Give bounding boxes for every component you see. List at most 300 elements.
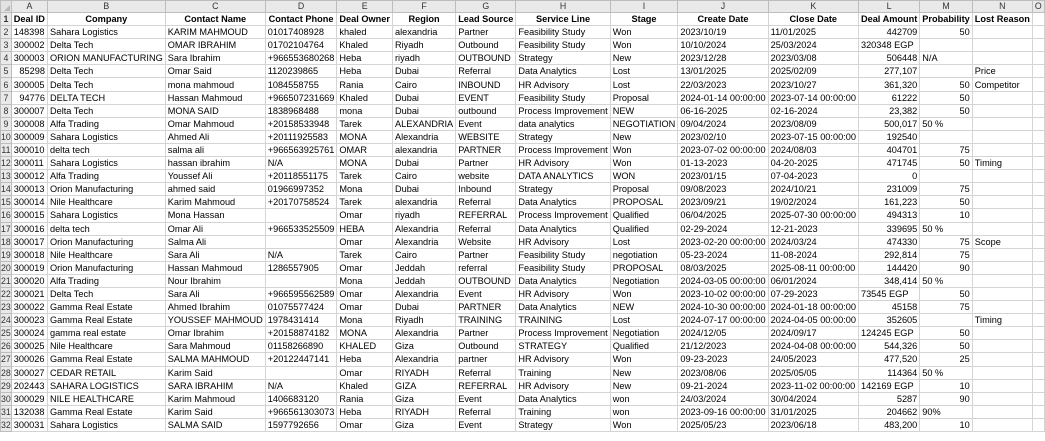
cell[interactable]: riyadh (392, 52, 455, 65)
cell[interactable]: 1978431414 (265, 314, 337, 327)
cell[interactable]: Feasibility Study (516, 26, 610, 39)
cell[interactable]: 500,017 (858, 117, 919, 130)
cell[interactable]: +20122447141 (265, 353, 337, 366)
cell[interactable]: Tarek (337, 117, 393, 130)
cell[interactable]: Lost (610, 314, 678, 327)
cell[interactable]: Omar Mahmoud (165, 117, 265, 130)
cell[interactable]: 50 (920, 287, 972, 300)
cell[interactable]: DATA ANALYTICS (516, 170, 610, 183)
cell[interactable]: 2025/05/23 (678, 418, 768, 431)
cell[interactable]: Nile Healthcare (47, 248, 165, 261)
cell[interactable]: OMAR IBRAHIM (165, 39, 265, 52)
cell[interactable]: 90 (920, 392, 972, 405)
cell[interactable]: TRAINING (516, 314, 610, 327)
cell[interactable]: 300002 (11, 39, 47, 52)
cell[interactable]: 50 (920, 78, 972, 91)
cell[interactable]: 300005 (11, 78, 47, 91)
cell[interactable]: 2023/09/21 (678, 196, 768, 209)
column-title-cell[interactable]: Company (47, 13, 165, 26)
cell[interactable]: Omar (337, 287, 393, 300)
column-header-l[interactable]: L (858, 1, 919, 13)
cell[interactable]: MONA (337, 157, 393, 170)
cell[interactable]: 352605 (858, 314, 919, 327)
cell[interactable]: Lost (610, 65, 678, 78)
cell[interactable]: 300022 (11, 301, 47, 314)
cell[interactable] (1032, 78, 1044, 91)
cell[interactable]: 2023-09-16 00:00:00 (678, 405, 768, 418)
cell[interactable]: RIYADH (392, 366, 455, 379)
cell[interactable]: ahmed said (165, 183, 265, 196)
cell[interactable]: 404701 (858, 143, 919, 156)
cell[interactable]: Karim Mahmoud (165, 196, 265, 209)
cell[interactable] (1032, 418, 1044, 431)
cell[interactable]: 2024-03-05 00:00:00 (678, 274, 768, 287)
cell[interactable] (265, 366, 337, 379)
cell[interactable]: 21/12/2023 (678, 340, 768, 353)
cell[interactable]: referral (456, 261, 516, 274)
cell[interactable]: 07-29-2023 (768, 287, 858, 300)
cell[interactable]: 02-16-2024 (768, 104, 858, 117)
cell[interactable]: 04-20-2025 (768, 157, 858, 170)
cell[interactable] (972, 379, 1032, 392)
column-title-cell[interactable]: Deal Amount (858, 13, 919, 26)
cell[interactable]: Price (972, 65, 1032, 78)
cell[interactable]: Strategy (516, 52, 610, 65)
column-header-c[interactable]: C (165, 1, 265, 13)
cell[interactable] (1032, 196, 1044, 209)
cell[interactable]: Won (610, 143, 678, 156)
cell[interactable]: Website (456, 235, 516, 248)
cell[interactable]: 90 (920, 261, 972, 274)
cell[interactable]: N/A (265, 157, 337, 170)
cell[interactable]: Orion Manufacturing (47, 261, 165, 274)
cell[interactable]: Delta Tech (47, 287, 165, 300)
cell[interactable]: 2023/10/19 (678, 26, 768, 39)
cell[interactable]: Giza (392, 340, 455, 353)
cell[interactable] (920, 39, 972, 52)
cell[interactable]: Strategy (516, 183, 610, 196)
row-number[interactable]: 19 (1, 249, 11, 260)
cell[interactable]: salma ali (165, 143, 265, 156)
row-number[interactable]: 12 (1, 158, 11, 169)
cell[interactable]: N/A (920, 52, 972, 65)
row-number[interactable]: 31 (1, 406, 11, 417)
cell[interactable] (1032, 353, 1044, 366)
row-number[interactable]: 6 (1, 78, 12, 91)
cell[interactable]: Training (516, 405, 610, 418)
column-title-cell[interactable]: Create Date (678, 13, 768, 26)
cell[interactable]: HR Advisory (516, 235, 610, 248)
cell[interactable]: Dubai (392, 65, 455, 78)
cell[interactable]: 300010 (11, 143, 47, 156)
cell[interactable] (972, 26, 1032, 39)
row-number[interactable]: 25 (1, 328, 11, 339)
cell[interactable]: Inbound (456, 183, 516, 196)
cell[interactable]: +20158874182 (265, 327, 337, 340)
cell[interactable] (1032, 379, 1044, 392)
cell[interactable]: 19/02/2024 (768, 196, 858, 209)
row-number[interactable]: 27 (1, 354, 11, 365)
cell[interactable]: 1838968488 (265, 104, 337, 117)
column-title-cell[interactable] (1032, 13, 1044, 26)
cell[interactable] (1032, 222, 1044, 235)
cell[interactable]: PROPOSAL (610, 196, 678, 209)
cell[interactable]: 50 % (920, 222, 972, 235)
cell[interactable]: Partner (456, 327, 516, 340)
cell[interactable]: Nour Ibrahim (165, 274, 265, 287)
cell[interactable]: 300027 (11, 366, 47, 379)
cell[interactable]: 348,414 (858, 274, 919, 287)
row-number[interactable]: 1 (1, 13, 12, 26)
cell[interactable]: GIZA (392, 379, 455, 392)
cell[interactable]: 474330 (858, 235, 919, 248)
cell[interactable]: 24/03/2024 (678, 392, 768, 405)
cell[interactable]: Omar (337, 301, 393, 314)
cell[interactable] (972, 222, 1032, 235)
cell[interactable]: SARA IBRAHIM (165, 379, 265, 392)
cell[interactable]: OMAR (337, 143, 393, 156)
cell[interactable]: 50 (920, 327, 972, 340)
cell[interactable] (1032, 392, 1044, 405)
cell[interactable]: PARTNER (456, 143, 516, 156)
cell[interactable]: 31/01/2025 (768, 405, 858, 418)
cell[interactable]: MONA (337, 327, 393, 340)
cell[interactable]: HR Advisory (516, 353, 610, 366)
column-title-cell[interactable]: Lost Reason (972, 13, 1032, 26)
cell[interactable]: Alexandria (392, 130, 455, 143)
cell[interactable] (1032, 248, 1044, 261)
cell[interactable]: 204662 (858, 405, 919, 418)
row-number[interactable]: 28 (1, 367, 11, 378)
cell[interactable]: Delta Tech (47, 39, 165, 52)
cell[interactable]: 24/05/2023 (768, 353, 858, 366)
cell[interactable]: MONA SAID (165, 104, 265, 117)
cell[interactable]: Nile Healthcare (47, 196, 165, 209)
cell[interactable]: Giza (392, 418, 455, 431)
cell[interactable]: Karim Said (165, 366, 265, 379)
row-number[interactable]: 18 (1, 236, 11, 247)
cell[interactable]: 75 (920, 301, 972, 314)
cell[interactable]: 12-21-2023 (768, 222, 858, 235)
cell[interactable]: 300018 (11, 248, 47, 261)
cell[interactable]: 94776 (11, 91, 47, 104)
cell[interactable]: Timing (972, 314, 1032, 327)
cell[interactable]: 02-29-2024 (678, 222, 768, 235)
column-header-g[interactable]: G (456, 1, 516, 13)
cell[interactable]: 300021 (11, 287, 47, 300)
cell[interactable]: 361,320 (858, 78, 919, 91)
cell[interactable]: Orion Manufacturing (47, 235, 165, 248)
cell[interactable]: mona mahmoud (165, 78, 265, 91)
cell[interactable]: 231009 (858, 183, 919, 196)
cell[interactable]: HR Advisory (516, 157, 610, 170)
cell[interactable]: 2024/03/24 (768, 235, 858, 248)
cell[interactable]: Referral (456, 222, 516, 235)
cell[interactable]: khaled (337, 26, 393, 39)
row-number[interactable]: 3 (1, 39, 12, 52)
row-number[interactable]: 14 (1, 184, 11, 195)
cell[interactable]: 01017408928 (265, 26, 337, 39)
cell[interactable]: Cairo (392, 170, 455, 183)
cell[interactable]: 25 (920, 353, 972, 366)
cell[interactable] (1032, 235, 1044, 248)
cell[interactable]: Data Analytics (516, 222, 610, 235)
cell[interactable]: Sara Ali (165, 248, 265, 261)
cell[interactable]: Hassan Mahmoud (165, 261, 265, 274)
cell[interactable]: Omar (337, 261, 393, 274)
column-header-m[interactable]: M (920, 1, 972, 13)
cell[interactable]: Negotiation (610, 274, 678, 287)
cell[interactable]: 01158266890 (265, 340, 337, 353)
cell[interactable]: 25/03/2024 (768, 39, 858, 52)
cell[interactable]: Won (610, 39, 678, 52)
cell[interactable]: Process Improvement (516, 327, 610, 340)
cell[interactable]: +966507231669 (265, 91, 337, 104)
cell[interactable]: 2025/02/09 (768, 65, 858, 78)
cell[interactable] (972, 143, 1032, 156)
cell[interactable]: Qualified (610, 209, 678, 222)
row-number[interactable]: 21 (1, 275, 11, 286)
cell[interactable]: Outbound (456, 340, 516, 353)
cell[interactable]: Referral (456, 405, 516, 418)
cell[interactable]: 09-23-2023 (678, 353, 768, 366)
column-header-f[interactable]: F (392, 1, 455, 13)
cell[interactable]: Won (610, 418, 678, 431)
cell[interactable]: 2023/01/15 (678, 170, 768, 183)
cell[interactable]: 2025-07-30 00:00:00 (768, 209, 858, 222)
cell[interactable] (972, 274, 1032, 287)
cell[interactable]: Timing (972, 157, 1032, 170)
cell[interactable]: Process Improvement (516, 209, 610, 222)
cell[interactable]: +966595562589 (265, 287, 337, 300)
cell[interactable]: Referral (456, 196, 516, 209)
cell[interactable]: Gamma Real Estate (47, 353, 165, 366)
cell[interactable]: 2023/12/28 (678, 52, 768, 65)
cell[interactable]: 90% (920, 405, 972, 418)
cell[interactable]: 148398 (11, 26, 47, 39)
cell[interactable]: 2023/06/18 (768, 418, 858, 431)
row-number[interactable]: 11 (1, 144, 11, 155)
cell[interactable]: 2023-07-14 00:00:00 (768, 91, 858, 104)
cell[interactable] (972, 248, 1032, 261)
cell[interactable]: 2024/09/17 (768, 327, 858, 340)
cell[interactable]: Competitor (972, 78, 1032, 91)
cell[interactable]: 06/04/2025 (678, 209, 768, 222)
column-header-k[interactable]: K (768, 1, 858, 13)
cell[interactable] (972, 183, 1032, 196)
cell[interactable]: 506448 (858, 52, 919, 65)
row-number[interactable]: 4 (1, 52, 12, 65)
cell[interactable]: alexandria (392, 196, 455, 209)
row-number[interactable]: 8 (1, 104, 12, 117)
cell[interactable] (1032, 52, 1044, 65)
cell[interactable]: delta tech (47, 143, 165, 156)
cell[interactable]: New (610, 52, 678, 65)
cell[interactable] (1032, 366, 1044, 379)
cell[interactable]: 300007 (11, 104, 47, 117)
column-header-b[interactable]: B (47, 1, 165, 13)
column-header-a[interactable]: A (11, 1, 47, 13)
cell[interactable]: 1286557905 (265, 261, 337, 274)
cell[interactable]: Data Analytics (516, 274, 610, 287)
cell[interactable] (1032, 405, 1044, 418)
cell[interactable]: Sahara Logistics (47, 157, 165, 170)
cell[interactable] (1032, 340, 1044, 353)
cell[interactable]: Process Improvement (516, 143, 610, 156)
cell[interactable]: 61222 (858, 91, 919, 104)
cell[interactable]: 2024-07-17 00:00:00 (678, 314, 768, 327)
cell[interactable]: 2024/08/03 (768, 143, 858, 156)
cell[interactable]: +966563925761 (265, 143, 337, 156)
cell[interactable]: 202443 (11, 379, 47, 392)
cell[interactable]: 30/04/2024 (768, 392, 858, 405)
cell[interactable] (265, 274, 337, 287)
cell[interactable]: Referral (456, 65, 516, 78)
cell[interactable]: REFERRAL (456, 209, 516, 222)
cell[interactable] (972, 261, 1032, 274)
cell[interactable]: 45158 (858, 301, 919, 314)
cell[interactable]: 10 (920, 418, 972, 431)
cell[interactable]: Won (610, 353, 678, 366)
cell[interactable]: 544,326 (858, 340, 919, 353)
cell[interactable]: Alfa Trading (47, 170, 165, 183)
cell[interactable]: Sahara Logistics (47, 130, 165, 143)
cell[interactable]: 0 (858, 170, 919, 183)
cell[interactable]: Mona (337, 274, 393, 287)
cell[interactable]: Sahara Logistics (47, 418, 165, 431)
cell[interactable]: Karim Said (165, 405, 265, 418)
cell[interactable]: Khaled (337, 379, 393, 392)
cell[interactable]: 300017 (11, 235, 47, 248)
cell[interactable]: RIYADH (392, 405, 455, 418)
cell[interactable]: 5287 (858, 392, 919, 405)
cell[interactable] (1032, 301, 1044, 314)
cell[interactable]: Orion Manufacturing (47, 183, 165, 196)
row-number[interactable]: 17 (1, 223, 11, 234)
cell[interactable]: 2023/10/27 (768, 78, 858, 91)
cell[interactable]: negotiation (610, 248, 678, 261)
cell[interactable]: 75 (920, 235, 972, 248)
column-title-cell[interactable]: Contact Name (165, 13, 265, 26)
cell[interactable]: 132038 (11, 405, 47, 418)
cell[interactable]: 483,200 (858, 418, 919, 431)
cell[interactable]: Feasibility Study (516, 248, 610, 261)
cell[interactable]: hassan ibrahim (165, 157, 265, 170)
cell[interactable]: 2024-10-30 00:00:00 (678, 301, 768, 314)
cell[interactable]: NEGOTIATION (610, 117, 678, 130)
cell[interactable]: 2023-11-02 00:00:00 (768, 379, 858, 392)
column-header-o[interactable]: O (1032, 1, 1044, 13)
column-header-j[interactable]: J (678, 1, 768, 13)
cell[interactable]: outbound (456, 104, 516, 117)
cell[interactable]: 300016 (11, 222, 47, 235)
cell[interactable]: Alexandria (392, 235, 455, 248)
cell[interactable]: Tarek (337, 248, 393, 261)
cell[interactable]: 10/10/2024 (678, 39, 768, 52)
column-header-h[interactable]: H (516, 1, 610, 13)
cell[interactable]: ALEXANDRIA (392, 117, 455, 130)
cell[interactable]: 01702104764 (265, 39, 337, 52)
cell[interactable] (972, 52, 1032, 65)
row-number[interactable]: 15 (1, 197, 11, 208)
cell[interactable]: SAHARA LOGISTICS (47, 379, 165, 392)
row-number[interactable]: 2 (1, 26, 12, 39)
cell[interactable]: 161,223 (858, 196, 919, 209)
cell[interactable]: Sahara Logistics (47, 26, 165, 39)
cell[interactable]: partner (456, 353, 516, 366)
cell[interactable]: Won (610, 157, 678, 170)
cell[interactable]: Cairo (392, 248, 455, 261)
cell[interactable]: Sara Ali (165, 287, 265, 300)
cell[interactable]: Sahara Logistics (47, 209, 165, 222)
column-title-cell[interactable]: Close Date (768, 13, 858, 26)
cell[interactable]: 01-13-2023 (678, 157, 768, 170)
cell[interactable]: NILE HEALTHCARE (47, 392, 165, 405)
cell[interactable]: Referral (456, 366, 516, 379)
cell[interactable]: 2024-01-14 00:00:00 (678, 91, 768, 104)
cell[interactable] (972, 91, 1032, 104)
cell[interactable] (972, 104, 1032, 117)
cell[interactable] (265, 235, 337, 248)
cell[interactable]: N/A (265, 379, 337, 392)
cell[interactable]: Event (456, 392, 516, 405)
cell[interactable] (1032, 104, 1044, 117)
cell[interactable] (972, 392, 1032, 405)
cell[interactable]: 50 % (920, 117, 972, 130)
cell[interactable] (1032, 209, 1044, 222)
cell[interactable]: Feasibility Study (516, 39, 610, 52)
cell[interactable] (1032, 183, 1044, 196)
column-title-cell[interactable]: Lead Source (456, 13, 516, 26)
cell[interactable] (1032, 157, 1044, 170)
cell[interactable]: Lost (610, 235, 678, 248)
cell[interactable]: 114364 (858, 366, 919, 379)
cell[interactable]: +966533525509 (265, 222, 337, 235)
cell[interactable]: Event (456, 117, 516, 130)
cell[interactable]: Data Analytics (516, 196, 610, 209)
cell[interactable]: delta tech (47, 222, 165, 235)
cell[interactable]: 50 (920, 196, 972, 209)
cell[interactable]: data analytics (516, 117, 610, 130)
cell[interactable]: Data Analytics (516, 301, 610, 314)
select-all-corner[interactable] (1, 1, 12, 13)
cell[interactable]: Omar (337, 209, 393, 222)
cell[interactable]: 1084558755 (265, 78, 337, 91)
cell[interactable] (1032, 91, 1044, 104)
cell[interactable]: 192540 (858, 130, 919, 143)
cell[interactable]: 50 (920, 157, 972, 170)
cell[interactable] (920, 130, 972, 143)
cell[interactable]: 09-21-2024 (678, 379, 768, 392)
cell[interactable]: 08/03/2025 (678, 261, 768, 274)
column-header-d[interactable]: D (265, 1, 337, 13)
cell[interactable]: 23,382 (858, 104, 919, 117)
cell[interactable]: Rania (337, 392, 393, 405)
cell[interactable]: 292,814 (858, 248, 919, 261)
column-header-i[interactable]: I (610, 1, 678, 13)
cell[interactable]: won (610, 392, 678, 405)
cell[interactable]: Proposal (610, 91, 678, 104)
cell[interactable]: Strategy (516, 130, 610, 143)
cell[interactable]: STRATEGY (516, 340, 610, 353)
cell[interactable]: Dubai (392, 301, 455, 314)
cell[interactable]: Hassan Mahmoud (165, 91, 265, 104)
cell[interactable]: Omar (337, 235, 393, 248)
cell[interactable]: HR Advisory (516, 379, 610, 392)
cell[interactable]: 01966997352 (265, 183, 337, 196)
cell[interactable] (920, 65, 972, 78)
cell[interactable]: +966561303073 (265, 405, 337, 418)
